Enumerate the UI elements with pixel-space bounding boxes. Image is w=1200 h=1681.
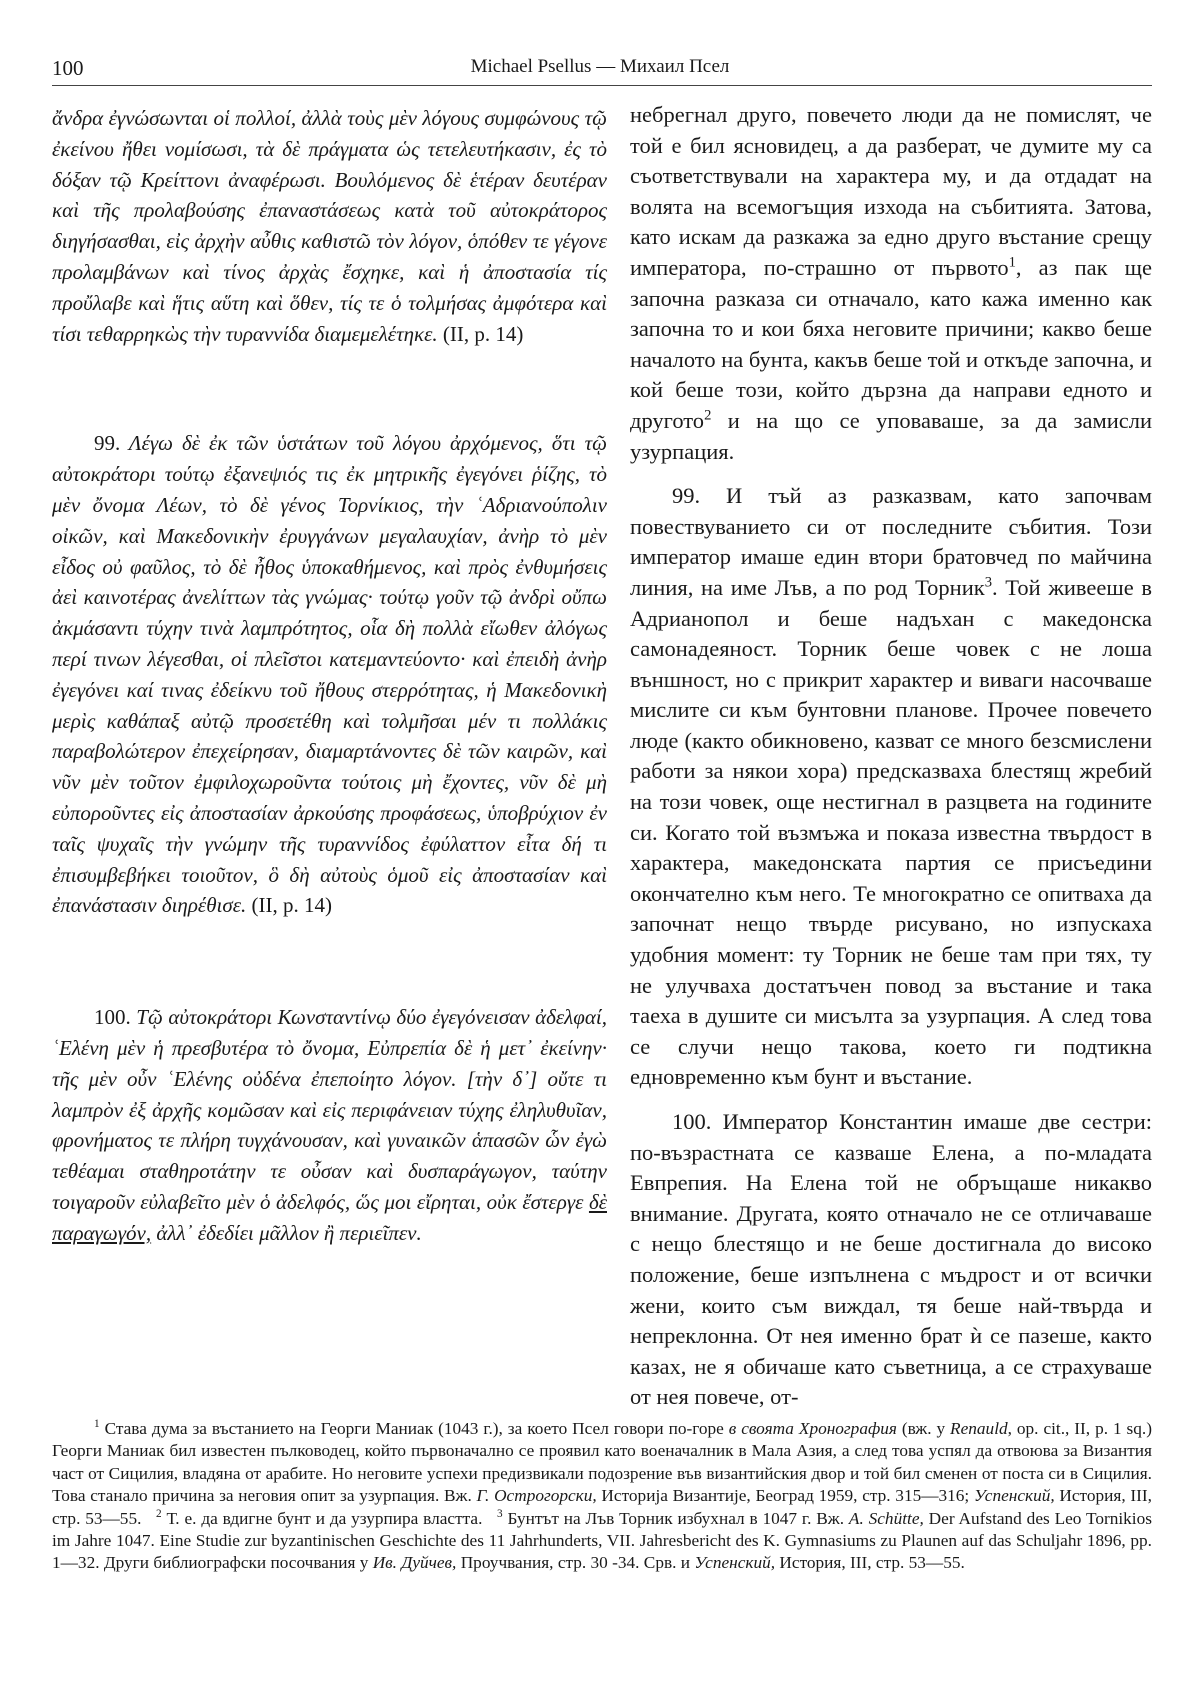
bulgarian-text-99a: 99. И тъй аз разказвам, като започвам повествуванието си от последните събития. Този император имаше един втори братовчед по майчина линия, на име Лъв, а по род Торник: [630, 483, 1152, 600]
footnotes: [52, 1418, 1152, 1575]
footnote-1-author: Renauld: [950, 1419, 1008, 1438]
footnote-2-marker: 2: [156, 1507, 162, 1520]
greek-text-99: Λέγω δὲ ἐκ τῶν ὑστάτων τοῦ λόγου ἀρχόμενος, ὅτι τῷ αὐτοκράτορι τούτῳ ἐξανεψιός τις ἐκ μητρικῆς ἐγεγόνει ῥίζης, τὸ μὲν ὄνομα Λέων, τὸ δὲ γένος Τορνίκιος, τὴν ʿΑδριανούπολιν οἰκῶν, καὶ Μακεδονικὴν ἐρυγγάνων μεγαλαυχίαν, ἀνὴρ τὸ μὲν εἶδος οὐ φαῦλος, τὸ δὲ ἦθος ὑποκαθήμενος, καὶ πρὸς ἐνθυμήσεις ἀεὶ καινοτέρας ἀνελίττων τὰς γνώμας· τούτῳ γοῦν τῷ ἀνδρὶ οὔπω ἀκμάσαντι τύχην τινὰ λαμπρότητος, οἷα δὴ πολλὰ εἴωθεν ἀλόγως περί τινων λέγεσθαι, οἱ πλεῖστοι κατεμαντεύοντο· καὶ ἐπειδὴ ἀνὴρ ἐγεγόνει καί τινας ἐδείκνυ τοῦ ἤθους στερρότητας, ἡ Μακεδονικὴ μερὶς καθάπαξ αὐτῷ προσετέθη καὶ τολμῆσαι μέν τι πολλάκις παραβολώτερον ἐπεχείρησαν, διαμαρτάνοντες δὲ τῶν καιρῶν, καὶ νῦν μὲν τοῦτον ἐμφιλοχωροῦντα τούτοις μὴ ἔχοντες, νῦν δὲ μὴ εὐποροῦντες εἰς ἀποστασίαν ἀρκούσης προφάσεως, ὑποβρύχιον ἐν ταῖς ψυχαῖς τὴν γνώμην τῆς τυραννίδος ἐφύλαττον εἶτα δή τι ἐπισυμβεβήκει τοιοῦτον, ὃ δὴ αὐτοὺς ὁμοῦ εἰς ἀποστασίαν καὶ ἐπανάστασιν διηρέθισε.: [52, 431, 607, 918]
greek-paragraph-number-99: 99.: [94, 431, 121, 456]
footnote-1-text: Става дума за въстанието на Георги Маниак (1043 г.), за което Псел говори по-горе: [104, 1419, 729, 1438]
greek-paragraph-99: [52, 428, 607, 921]
footnote-3-author: Успенский,: [694, 1553, 776, 1573]
running-head: Michael Psellus — Михаил Псел: [470, 56, 730, 77]
footnote-3-text: Бунтът на Лъв Торник избухнал в 1047 г. Вж.: [507, 1508, 849, 1528]
bulgarian-paragraph-100: [630, 1107, 1152, 1413]
greek-reference-99: (II, p. 14): [251, 893, 332, 918]
greek-text-100: Τῷ αὐτοκράτορι Κωνσταντίνῳ δύο ἐγεγόνεισαν ἀδελφαί, ʿΕλένη μὲν ἡ πρεσβυτέρα τὸ ὄνομα, Εὐπρεπία δὲ ἡ μετ᾽ ἐκείνην· τῆς μὲν οὖν ʿΕλένης οὐδένα ἐπεποίητο λόγον. [τὴν δ᾽] οὔτε τι λαμπρὸν ἐξ ἀρχῆς κομῶσαν καὶ εἰς περιφάνειαν τύχης ἐληλυθυῖαν, φρονήματος τε πλήρη τυγχάνουσαν, καὶ γυναικῶν ἁπασῶν ὧν ἐγὼ τεθέαμαι σταθηροτάτην τε οὖσαν καὶ δυσπαράγωγον, ταύτην τοιγαροῦν εὐλαβεῖτο μὲν ὁ ἀδελφός, ὥς μοι εἴρηται, οὐκ ἔστεργε: [52, 1005, 607, 1214]
header-rule: [52, 85, 1152, 86]
footnote-1-marker: 1: [94, 1418, 100, 1431]
greek-text-100-end: ἀλλ᾽ ἐδεδίει μᾶλλον ἢ περιεῖπεν.: [156, 1220, 422, 1245]
greek-paragraph-number-100: 100.: [94, 1005, 131, 1030]
bulgarian-column: [630, 100, 1152, 1413]
footnote-1-text: Историја Византије, Београд 1959, стр. 315—316;: [596, 1486, 974, 1506]
bulgarian-text-98b: , аз пак ще започна разказа си отначало, като кажа именно как започна то и кои бяха неговите причини; какво беше началото на бунта, какъв беше той и откъде започна, и кой беше този, който дързна да направи едното и другото: [630, 254, 1153, 433]
footnote-marker-3: 3: [984, 574, 992, 591]
page-number: 100: [52, 56, 84, 80]
spacer: [630, 1093, 1152, 1107]
greek-paragraph-98: [52, 103, 607, 349]
footnote-3-marker: 3: [496, 1507, 503, 1520]
spacer: [52, 349, 607, 428]
footnote-1-italic: в своята Хронография: [728, 1419, 897, 1438]
footnote-3-author: Ив. Дуйчев,: [372, 1553, 457, 1573]
footnote-marker-2: 2: [704, 407, 712, 424]
footnote-1-author: Г. Острогорски,: [476, 1486, 597, 1506]
bulgarian-text-100: 100. Император Константин имаше две сестри: по-възрастната се казваше Елена, а по-младата Евпрепия. На Елена той не обръщаше никакво внимание. Другата, която отначало не се отличаваше с нещо блестящо и не беше достигнала до високо положение, беше изпълнена с мъдрост и от всички жени, които съм виждал, тя беше най-твърда и непреклонна. От нея именно брат ѝ се пазеше, както казах, не я обичаше като съветница, а се страхуваше от нея повече, от-: [630, 1109, 1152, 1410]
bulgarian-paragraph-99: [630, 481, 1152, 1093]
footnote-1-text: (вж. у: [896, 1419, 951, 1438]
greek-text-98: ἄνδρα ἐγνώσωνται οἱ πολλοί, ἀλλὰ τοὺς μὲν λόγους συμφώνους τῷ ἐκείνου ἤθει νομίσωσι, τὰ δὲ πράγματα ὡς τετελευτήκασιν, ἐς τὸ δόξαν τῷ Κρείττονι ἀναφέρωσι. Βουλόμενος δὲ ἑτέραν δευτέραν καὶ τῆς προλαβούσης ἐπαναστάσεως κατὰ τοῦ αὐτοκράτορος διηγήσασθαι, εἰς ἀρχὴν αὖθις καθιστῶ τὸν λόγον, ὁπόθεν τε γέγονε προλαμβάνων καὶ τίνος ἀρχὰς ἔσχηκε, καὶ ἡ ἀποστασία τίς προὔλαβε καὶ ἥτις αὕτη καὶ ὅθεν, τίς τε ὁ τολμήσας ἀμφότερα καὶ τίσι τεθαρρηκὼς τὴν τυραννίδα διαμεμελέτηκε.: [52, 106, 607, 346]
greek-underlined-words: δὲ παραγωγόν,: [52, 1189, 607, 1245]
spacer: [630, 467, 1152, 481]
footnote-marker-1: 1: [1008, 254, 1016, 271]
footnote-3-text: Проучвания, стр. 30 -34. Срв. и: [456, 1553, 695, 1573]
bulgarian-text-98c: и на що се уповаваше, за да замисли узурпация.: [630, 407, 1152, 464]
greek-column: [52, 103, 607, 1249]
footnote-3-text: Der Aufstand des Leo Tornikios im Jahre 1047. Eine Studie zur byzantinischen Geschichte des 11 Jahrhunderts, VII. Jahresbericht des K. Gymnasiums zu Plaunen auf das Schuljahr 1896, pp. 1—32. Други библиографски посочвания у: [52, 1508, 1152, 1573]
footnote-2-text: Т. е. да вдигне бунт и да узурпира властта.: [166, 1508, 483, 1528]
greek-paragraph-100: [52, 1002, 607, 1248]
bulgarian-text-99b: . Той живееше в Адрианопол и беше надъхан с македонска самонадеяност. Торник беше човек с не лоша външност, но с прикрит характер и виваги насочваше мислите си към бунтовни планове. Прочее повечето люде (както обикновено, казват се много безсмислени работи за някои хора) предсказваха блестящ жребий на този човек, още нестигнал в разцвета на годините си. Когато той възмъжа и показа известна твърдост в характера, македонската партия се присъедини окончателно към него. Те многократно се опитваха да започнат нещо твърде рисувано, но изпускаха удобния момент: ту Торник не беше там при тях, ту не улучваха достатъчен повод за въстание и така таеха в душите си мисълта за узурпация. А след това се случи нещо такова, което ги подтикна едновременно към бунт и въстание.: [630, 574, 1152, 1090]
footnote-1-author: Успенский,: [973, 1486, 1055, 1506]
footnote-3-author: A. Schütte,: [848, 1508, 924, 1528]
bulgarian-text-98a: небрегнал друго, повечето люди да не помислят, че той е бил ясновидец, а да разберат, че думите му са съответствували на характера му, и да отдадат на волята на всемогъщия изхода на събитията. Затова, като искам да разкажа за едно друго въстание срещу императора, по-страшно от първото: [630, 102, 1152, 280]
bulgarian-paragraph-98: [630, 100, 1152, 467]
footnote-1-text: , op. cit., II, p. 1 sq.) Георги Маниак бил известен пълководец, който първоначално се проявил като военачалник в Мала Азия, а след това успял да отвоюва за Византия част от Сицилия, владяна от арабите. Но неговите успехи предизвикали подозрение във византийския двор и той бил сменен от поста си в Сицилия. Това станало причина за неговия опит за узурпация. Вж.: [52, 1419, 1152, 1506]
footnote-3-text: История, III, стр. 53—55.: [775, 1553, 965, 1573]
greek-reference-98: (II, p. 14): [442, 321, 524, 346]
footnote-1-text: История, III, стр. 53—55.: [52, 1486, 1152, 1528]
spacer: [52, 921, 607, 1002]
